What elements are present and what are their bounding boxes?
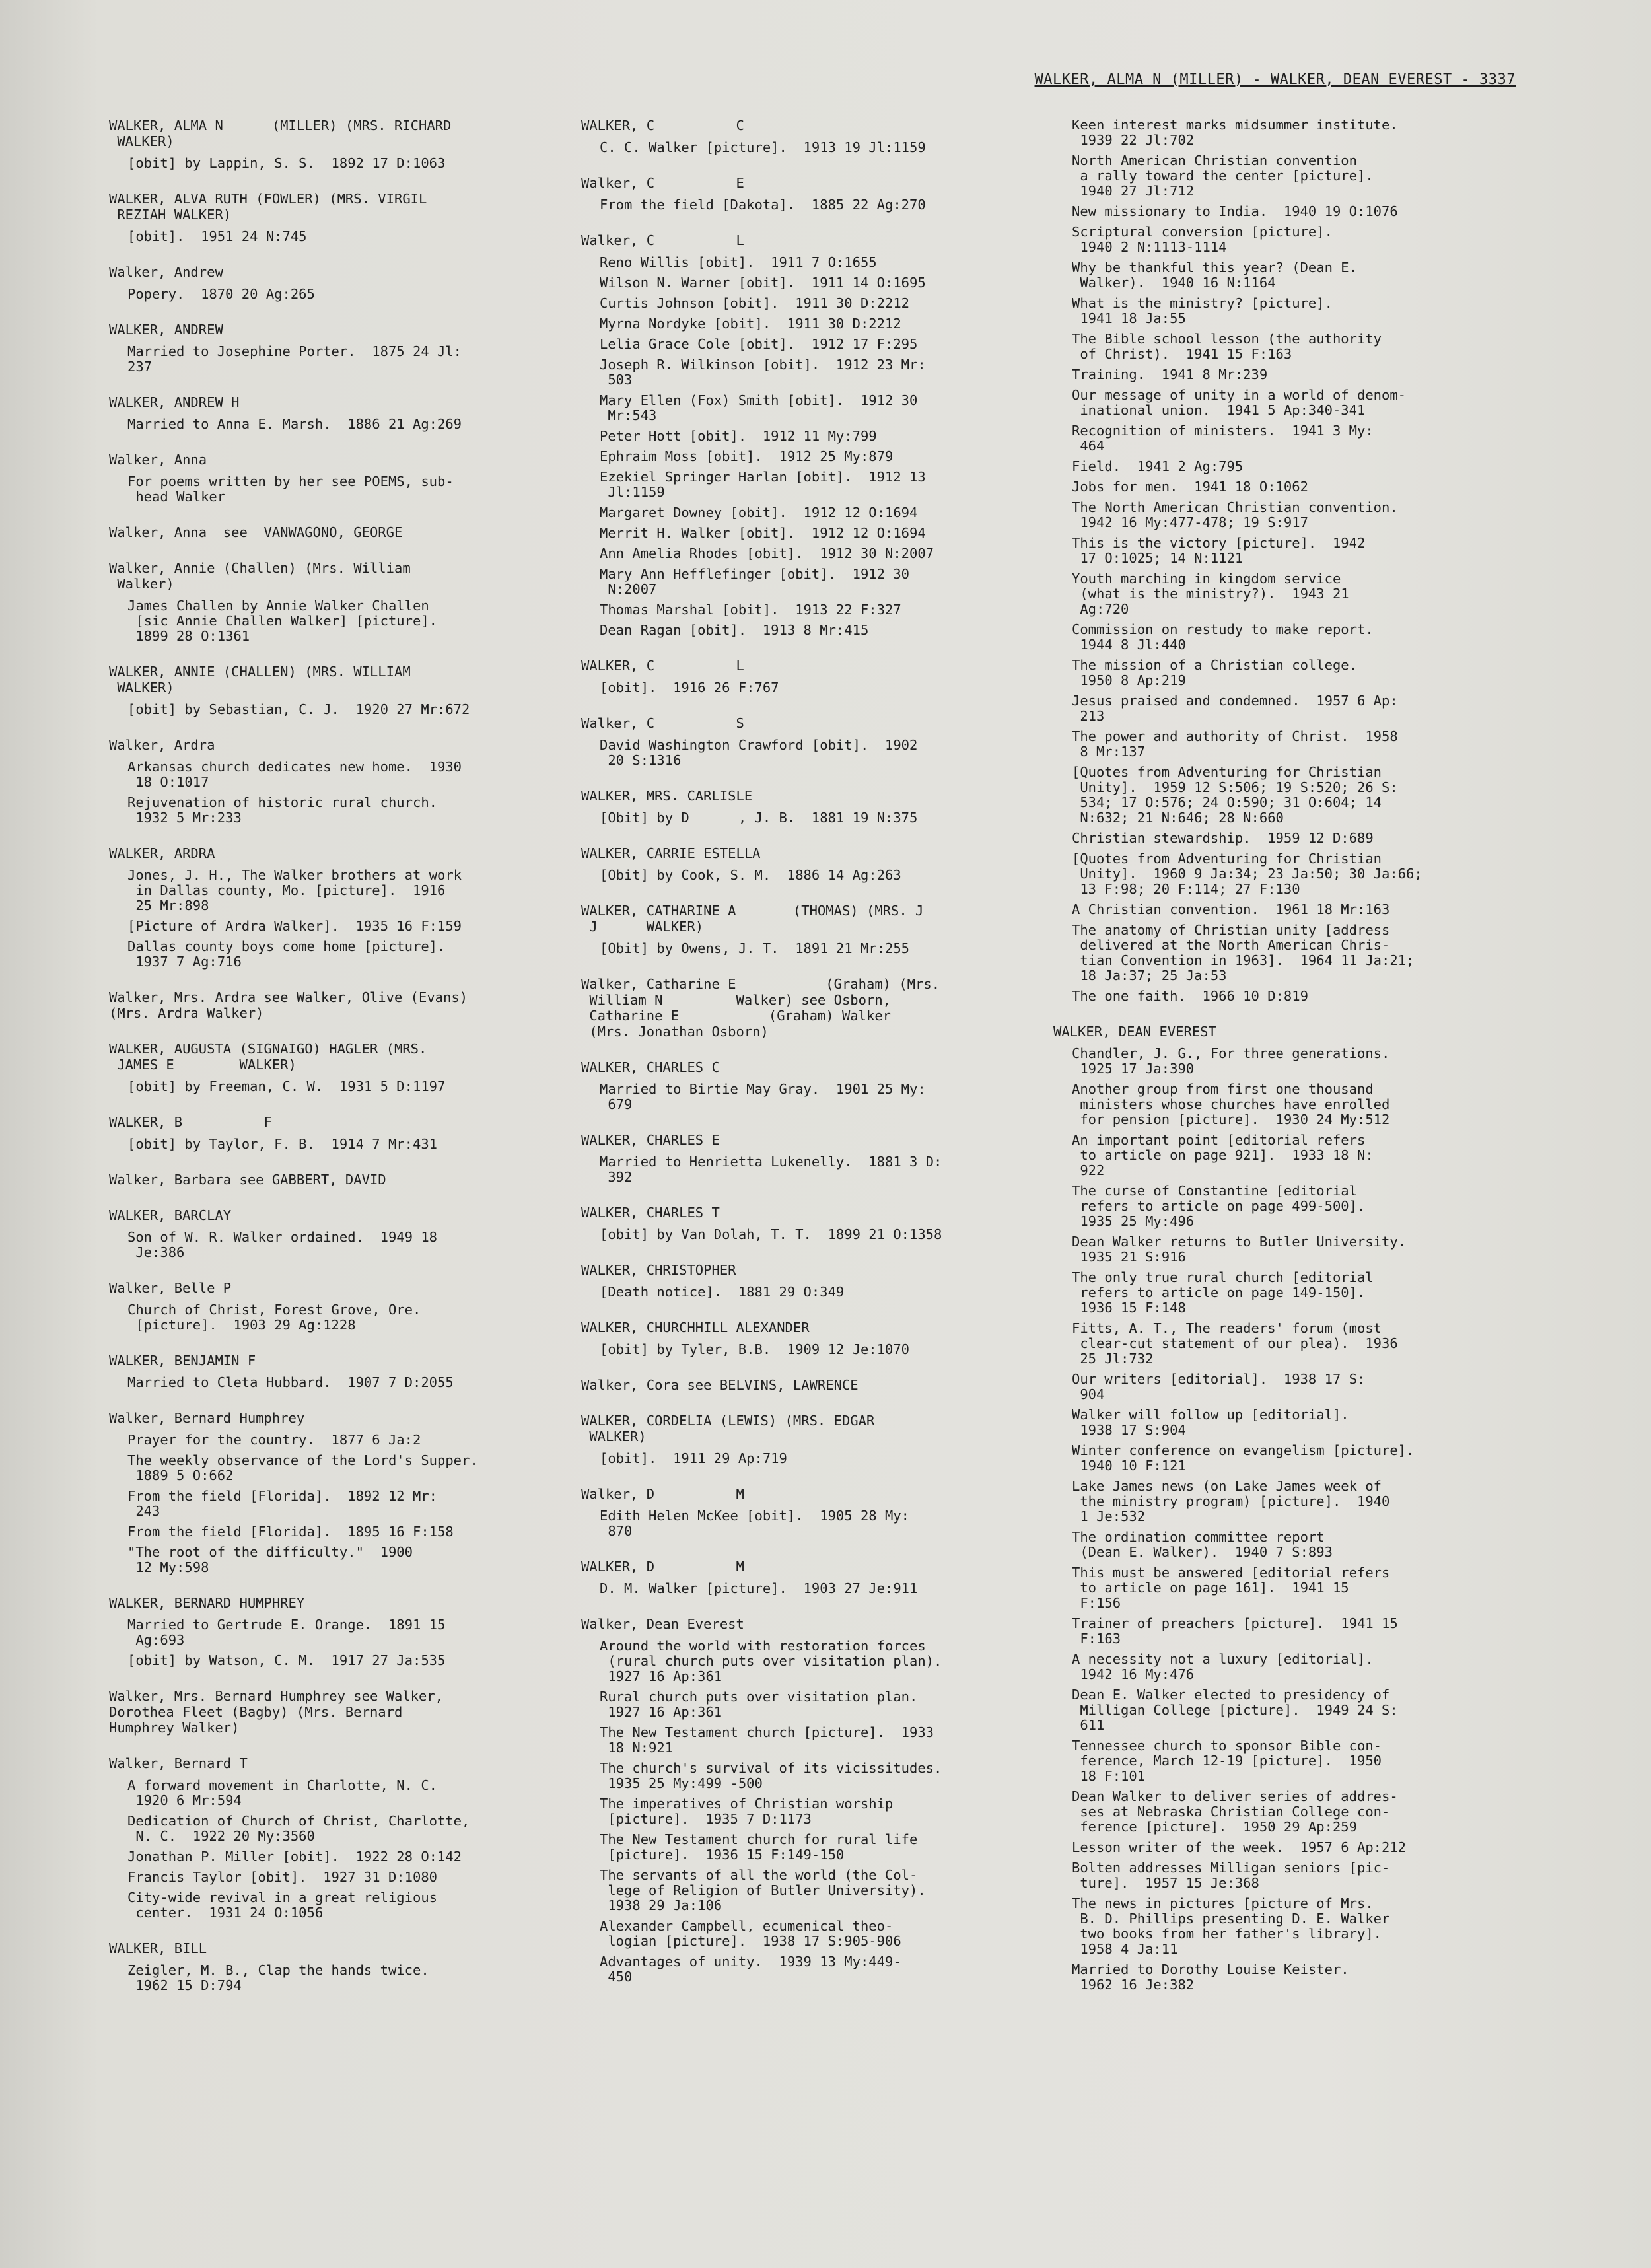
entry-citation: "The root of the difficulty." 1900 12 My:598 xyxy=(127,1544,413,1575)
entry-citation: [Obit] by D , J. B. 1881 19 N:375 xyxy=(600,810,918,826)
entry-heading: WALKER, CORDELIA (LEWIS) (MRS. EDGAR WALKER) xyxy=(581,1413,875,1444)
entry-citation: Arkansas church dedicates new home. 1930 18 O:1017 xyxy=(127,759,462,790)
index-entry xyxy=(581,1413,1004,1466)
entry-citation: Ezekiel Springer Harlan [obit]. 1912 13 Jl:1159 xyxy=(600,469,926,500)
entry-citation: Peter Hott [obit]. 1912 11 My:799 xyxy=(600,428,877,444)
index-entry xyxy=(109,1172,532,1187)
index-entry xyxy=(109,1280,532,1333)
entry-heading: WALKER, B F xyxy=(109,1114,272,1130)
entry-citation: What is the ministry? [picture]. 1941 18 Ja:55 xyxy=(1072,295,1333,326)
index-entry xyxy=(581,1132,1004,1185)
entry-heading: WALKER, ARDRA xyxy=(109,845,215,861)
entry-citation: The ordination committee report (Dean E. Walker). 1940 7 S:893 xyxy=(1072,1529,1333,1560)
entry-citation: Married to Cleta Hubbard. 1907 7 D:2055 xyxy=(127,1374,454,1390)
entry-citation: Dallas county boys come home [picture]. 1937 7 Ag:716 xyxy=(127,939,446,970)
entry-citation: This must be answered [editorial refers to article on page 161]. 1941 15 F:156 xyxy=(1072,1565,1390,1611)
index-entry xyxy=(109,1114,532,1152)
entry-citation: Jonathan P. Miller [obit]. 1922 28 O:142 xyxy=(127,1849,462,1864)
entry-citation: [Quotes from Adventuring for Christian Unity]. 1959 12 S:506; 19 S:520; 26 S: 534; 17 O:576; 24 O:590; 31 O:604; 14 N:632; 21 N:646; 28 N:660 xyxy=(1072,764,1398,826)
running-head: WALKER, ALMA N (MILLER) - WALKER, DEAN EVEREST - 3337 xyxy=(1034,71,1516,88)
entry-citation: The curse of Constantine [editorial refers to article on page 499-500]. 1935 25 My:496 xyxy=(1072,1183,1366,1229)
entry-citation: Married to Josephine Porter. 1875 24 Jl: 237 xyxy=(127,343,462,374)
entry-citation: The one faith. 1966 10 D:819 xyxy=(1072,988,1308,1004)
entry-heading: Walker, Anna see VANWAGONO, GEORGE xyxy=(109,524,403,540)
index-entry xyxy=(581,976,1004,1040)
index-column-2 xyxy=(581,118,1004,2004)
entry-citation: The anatomy of Christian unity [address delivered at the North American Chris- tian Convention in 1963]. 1964 11 Ja:21; 18 Ja:37; 25 Ja:53 xyxy=(1072,922,1415,983)
entry-citation: Training. 1941 8 Mr:239 xyxy=(1072,367,1268,382)
entry-citation: Another group from first one thousand ministers whose churches have enrolled for pension [picture]. 1930 24 My:512 xyxy=(1072,1081,1390,1127)
entry-citation: Joseph R. Wilkinson [obit]. 1912 23 Mr: 503 xyxy=(600,357,926,388)
entry-heading: WALKER, BARCLAY xyxy=(109,1207,232,1223)
entry-citation: Lelia Grace Cole [obit]. 1912 17 F:295 xyxy=(600,336,918,352)
index-entry xyxy=(581,845,1004,883)
entry-citation: [obit] by Watson, C. M. 1917 27 Ja:535 xyxy=(127,1652,446,1668)
entry-citation: Chandler, J. G., For three generations. 1925 17 Ja:390 xyxy=(1072,1045,1390,1077)
entry-heading: Walker, Andrew xyxy=(109,264,223,280)
index-entry xyxy=(1053,1024,1483,1993)
entry-citation: [obit] by Freeman, C. W. 1931 5 D:1197 xyxy=(127,1079,446,1094)
index-entry xyxy=(581,788,1004,826)
entry-citation: From the field [Dakota]. 1885 22 Ag:270 xyxy=(600,197,926,213)
entry-citation: Married to Gertrude E. Orange. 1891 15 Ag:693 xyxy=(127,1617,446,1648)
entry-citation: For poems written by her see POEMS, sub- head Walker xyxy=(127,474,454,505)
entry-citation: Married to Dorothy Louise Keister. 1962 16 Je:382 xyxy=(1072,1962,1349,1993)
index-entry xyxy=(581,715,1004,768)
entry-heading: WALKER, CHRISTOPHER xyxy=(581,1262,736,1278)
entry-citation: [obit] by Taylor, F. B. 1914 7 Mr:431 xyxy=(127,1136,437,1152)
entry-citation: The power and authority of Christ. 1958 8 Mr:137 xyxy=(1072,728,1398,760)
index-entry xyxy=(1053,118,1483,1004)
entry-citation: Popery. 1870 20 Ag:265 xyxy=(127,286,315,302)
entry-citation: Wilson N. Warner [obit]. 1911 14 O:1695 xyxy=(600,275,926,291)
entry-citation: This is the victory [picture]. 1942 17 O:1025; 14 N:1121 xyxy=(1072,535,1366,566)
entry-citation: Walker will follow up [editorial]. 1938 17 S:904 xyxy=(1072,1407,1349,1438)
entry-citation: Fitts, A. T., The readers' forum (most clear-cut statement of our plea). 1936 25 Jl:732 xyxy=(1072,1320,1398,1366)
index-column-3 xyxy=(1053,118,1483,2012)
entry-citation: Alexander Campbell, ecumenical theo- logian [picture]. 1938 17 S:905-906 xyxy=(600,1918,901,1949)
entry-citation: Scriptural conversion [picture]. 1940 2 N:1113-1114 xyxy=(1072,224,1333,255)
entry-citation: Married to Anna E. Marsh. 1886 21 Ag:269 xyxy=(127,416,462,432)
entry-citation: Zeigler, M. B., Clap the hands twice. 1962 15 D:794 xyxy=(127,1962,429,1993)
entry-citation: From the field [Florida]. 1895 16 F:158 xyxy=(127,1524,454,1540)
entry-heading: WALKER, CHARLES T xyxy=(581,1205,720,1221)
index-entry xyxy=(581,1616,1004,1985)
entry-citation: David Washington Crawford [obit]. 1902 20 S:1316 xyxy=(600,737,918,768)
index-entry xyxy=(109,118,532,171)
entry-heading: Walker, D M xyxy=(581,1486,744,1502)
entry-citation: An important point [editorial refers to article on page 921]. 1933 18 N: 922 xyxy=(1072,1132,1374,1178)
entry-citation: Our message of unity in a world of denom- inational union. 1941 5 Ap:340-341 xyxy=(1072,387,1407,418)
index-entry xyxy=(109,524,532,540)
index-entry xyxy=(109,264,532,302)
entry-heading: WALKER, ANDREW xyxy=(109,322,223,337)
entry-citation: Lesson writer of the week. 1957 6 Ap:212 xyxy=(1072,1839,1407,1855)
entry-citation: Francis Taylor [obit]. 1927 31 D:1080 xyxy=(127,1869,437,1885)
entry-citation: The church's survival of its vicissitudes. 1935 25 My:499 -500 xyxy=(600,1760,942,1791)
index-entry xyxy=(109,845,532,970)
entry-citation: Married to Birtie May Gray. 1901 25 My: 679 xyxy=(600,1081,926,1112)
entry-citation: [Obit] by Owens, J. T. 1891 21 Mr:255 xyxy=(600,940,909,956)
index-entry xyxy=(581,658,1004,695)
entry-citation: From the field [Florida]. 1892 12 Mr: 243 xyxy=(127,1488,437,1519)
entry-citation: The weekly observance of the Lord's Supper. 1889 5 O:662 xyxy=(127,1452,478,1483)
entry-citation: Son of W. R. Walker ordained. 1949 18 Je:386 xyxy=(127,1229,437,1260)
entry-citation: [obit] by Tyler, B.B. 1909 12 Je:1070 xyxy=(600,1341,909,1357)
entry-citation: Jones, J. H., The Walker brothers at work in Dallas county, Mo. [picture]. 1916 25 Mr:898 xyxy=(127,867,462,913)
entry-citation: [Quotes from Adventuring for Christian Unity]. 1960 9 Ja:34; 23 Ja:50; 30 Ja:66; 13 F:98; 20 F:114; 27 F:130 xyxy=(1072,851,1423,897)
entry-citation: Married to Henrietta Lukenelly. 1881 3 D: 392 xyxy=(600,1154,942,1185)
entry-citation: [obit] by Van Dolah, T. T. 1899 21 O:1358 xyxy=(600,1226,942,1242)
entry-citation: [obit] by Lappin, S. S. 1892 17 D:1063 xyxy=(127,155,446,171)
entry-citation: North American Christian convention a rally toward the center [picture]. 1940 27 Jl:712 xyxy=(1072,153,1374,199)
entry-citation: New missionary to India. 1940 19 O:1076 xyxy=(1072,203,1398,219)
index-entry xyxy=(581,1377,1004,1393)
entry-citation: Tennessee church to sponsor Bible con- ference, March 12-19 [picture]. 1950 18 F:101 xyxy=(1072,1738,1382,1784)
entry-heading: WALKER, ANNIE (CHALLEN) (MRS. WILLIAM WALKER) xyxy=(109,664,411,695)
entry-heading: WALKER, CATHARINE A (THOMAS) (MRS. J J WALKER) xyxy=(581,903,924,935)
entry-citation: Jobs for men. 1941 18 O:1062 xyxy=(1072,479,1308,495)
entry-heading: WALKER, BERNARD HUMPHREY xyxy=(109,1595,305,1611)
entry-heading: WALKER, D M xyxy=(581,1559,744,1575)
entry-heading: Walker, Cora see BELVINS, LAWRENCE xyxy=(581,1377,859,1393)
entry-citation: Commission on restudy to make report. 1944 8 Jl:440 xyxy=(1072,621,1374,653)
index-entry xyxy=(109,1041,532,1094)
entry-heading: WALKER, ALVA RUTH (FOWLER) (MRS. VIRGIL REZIAH WALKER) xyxy=(109,191,427,223)
entry-heading: Walker, C E xyxy=(581,175,744,191)
index-entry xyxy=(581,1486,1004,1539)
entry-citation: The news in pictures [picture of Mrs. B. D. Phillips presenting D. E. Walker two books from her father's library]. 1958 4 Ja:11 xyxy=(1072,1896,1390,1957)
entry-citation: The New Testament church for rural life [picture]. 1936 15 F:149-150 xyxy=(600,1831,918,1862)
entry-heading: WALKER, ANDREW H xyxy=(109,394,240,410)
index-entry xyxy=(581,175,1004,213)
entry-heading: WALKER, MRS. CARLISLE xyxy=(581,788,753,804)
entry-heading: WALKER, DEAN EVEREST xyxy=(1053,1024,1216,1040)
entry-heading: Walker, C L xyxy=(581,232,744,248)
entry-citation: Recognition of ministers. 1941 3 My: 464 xyxy=(1072,423,1374,454)
entry-citation: The imperatives of Christian worship [picture]. 1935 7 D:1173 xyxy=(600,1796,894,1827)
entry-heading: Walker, Bernard T xyxy=(109,1755,248,1771)
entry-citation: C. C. Walker [picture]. 1913 19 Jl:1159 xyxy=(600,139,926,155)
index-entry xyxy=(109,191,532,244)
entry-citation: Rural church puts over visitation plan. 1927 16 Ap:361 xyxy=(600,1689,918,1720)
entry-heading: WALKER, C C xyxy=(581,118,744,133)
entry-heading: Walker, Barbara see GABBERT, DAVID xyxy=(109,1172,386,1187)
index-entry xyxy=(109,1940,532,1993)
entry-heading: Walker, Belle P xyxy=(109,1280,232,1296)
index-entry xyxy=(109,1755,532,1921)
entry-heading: WALKER, CHURCHHILL ALEXANDER xyxy=(581,1320,810,1335)
entry-citation: Keen interest marks midsummer institute. 1939 22 Jl:702 xyxy=(1072,117,1398,148)
entry-citation: [obit] by Sebastian, C. J. 1920 27 Mr:672 xyxy=(127,701,470,717)
index-entry xyxy=(109,1353,532,1390)
entry-heading: Walker, Ardra xyxy=(109,737,215,753)
entry-citation: The Bible school lesson (the authority of Christ). 1941 15 F:163 xyxy=(1072,331,1382,362)
entry-citation: [obit]. 1916 26 F:767 xyxy=(600,680,779,695)
entry-citation: D. M. Walker [picture]. 1903 27 Je:911 xyxy=(600,1580,918,1596)
index-column-1 xyxy=(109,118,532,2013)
entry-citation: Mary Ellen (Fox) Smith [obit]. 1912 30 Mr:543 xyxy=(600,392,918,423)
entry-citation: Prayer for the country. 1877 6 Ja:2 xyxy=(127,1432,421,1448)
entry-citation: [Obit] by Cook, S. M. 1886 14 Ag:263 xyxy=(600,867,901,883)
entry-citation: Youth marching in kingdom service (what is the ministry?). 1943 21 Ag:720 xyxy=(1072,571,1349,617)
entry-citation: Advantages of unity. 1939 13 My:449- 450 xyxy=(600,1954,901,1985)
entry-citation: A Christian convention. 1961 18 Mr:163 xyxy=(1072,902,1390,917)
entry-citation: A forward movement in Charlotte, N. C. 1920 6 Mr:594 xyxy=(127,1777,437,1808)
entry-citation: The servants of all the world (the Col- lege of Religion of Butler University). 1938 29 Ja:106 xyxy=(600,1867,926,1913)
entry-citation: Reno Willis [obit]. 1911 7 O:1655 xyxy=(600,254,877,270)
entry-citation: Mary Ann Hefflefinger [obit]. 1912 30 N:2007 xyxy=(600,566,909,597)
entry-citation: Margaret Downey [obit]. 1912 12 O:1694 xyxy=(600,505,918,520)
entry-citation: The New Testament church [picture]. 1933 18 N:921 xyxy=(600,1724,934,1755)
index-entry xyxy=(109,1207,532,1260)
entry-heading: WALKER, AUGUSTA (SIGNAIGO) HAGLER (MRS. JAMES E WALKER) xyxy=(109,1041,427,1073)
index-entry xyxy=(109,322,532,374)
entry-citation: Dean E. Walker elected to presidency of Milligan College [picture]. 1949 24 S: 611 xyxy=(1072,1687,1398,1733)
entry-citation: Dedication of Church of Christ, Charlotte, N. C. 1922 20 My:3560 xyxy=(127,1813,470,1844)
entry-citation: [Death notice]. 1881 29 O:349 xyxy=(600,1284,845,1300)
entry-citation: [Picture of Ardra Walker]. 1935 16 F:159 xyxy=(127,918,462,934)
entry-citation: Dean Walker to deliver series of addres- ses at Nebraska Christian College con- ference [picture]. 1950 29 Ap:259 xyxy=(1072,1789,1398,1835)
entry-citation: Church of Christ, Forest Grove, Ore. [picture]. 1903 29 Ag:1228 xyxy=(127,1302,421,1333)
entry-citation: Why be thankful this year? (Dean E. Walker). 1940 16 N:1164 xyxy=(1072,260,1357,291)
index-entry xyxy=(581,1559,1004,1596)
entry-citation: Christian stewardship. 1959 12 D:689 xyxy=(1072,830,1374,846)
entry-citation: Dean Ragan [obit]. 1913 8 Mr:415 xyxy=(600,622,869,638)
entry-citation: Jesus praised and condemned. 1957 6 Ap: 213 xyxy=(1072,693,1398,724)
entry-heading: WALKER, BENJAMIN F xyxy=(109,1353,256,1368)
index-entry xyxy=(109,452,532,505)
entry-citation: The mission of a Christian college. 1950 8 Ap:219 xyxy=(1072,657,1357,688)
entry-citation: Around the world with restoration forces (rural church puts over visitation plan). 1927 16 Ap:361 xyxy=(600,1638,942,1684)
index-entry xyxy=(109,1688,532,1736)
entry-heading: Walker, Mrs. Bernard Humphrey see Walker, Dorothea Fleet (Bagby) (Mrs. Bernard Humphrey Walker) xyxy=(109,1688,444,1736)
entry-heading: WALKER, CHARLES C xyxy=(581,1059,720,1075)
entry-heading: Walker, Anna xyxy=(109,452,207,468)
index-entry xyxy=(109,1595,532,1668)
entry-citation: Field. 1941 2 Ag:795 xyxy=(1072,458,1244,474)
entry-heading: Walker, Bernard Humphrey xyxy=(109,1410,305,1426)
entry-heading: WALKER, BILL xyxy=(109,1940,207,1956)
entry-citation: Our writers [editorial]. 1938 17 S: 904 xyxy=(1072,1371,1366,1402)
entry-heading: Walker, Dean Everest xyxy=(581,1616,744,1632)
entry-heading: WALKER, ALMA N (MILLER) (MRS. RICHARD WALKER) xyxy=(109,118,452,149)
entry-citation: Rejuvenation of historic rural church. 1932 5 Mr:233 xyxy=(127,795,437,826)
index-entry xyxy=(109,989,532,1021)
index-entry xyxy=(581,1059,1004,1112)
index-entry xyxy=(581,1320,1004,1357)
entry-citation: Trainer of preachers [picture]. 1941 15 F:163 xyxy=(1072,1615,1398,1647)
entry-heading: Walker, Catharine E (Graham) (Mrs. William N Walker) see Osborn, Catharine E (Graham) Walker (Mrs. Jonathan Osborn) xyxy=(581,976,940,1040)
entry-citation: Edith Helen McKee [obit]. 1905 28 My: 870 xyxy=(600,1508,909,1539)
entry-heading: WALKER, C L xyxy=(581,658,744,674)
entry-heading: Walker, C S xyxy=(581,715,744,731)
index-entry xyxy=(109,560,532,644)
entry-citation: Lake James news (on Lake James week of the ministry program) [picture]. 1940 1 Je:532 xyxy=(1072,1478,1390,1524)
entry-citation: Ephraim Moss [obit]. 1912 25 My:879 xyxy=(600,448,894,464)
entry-citation: A necessity not a luxury [editorial]. 1942 16 My:476 xyxy=(1072,1651,1374,1682)
index-entry xyxy=(581,1205,1004,1242)
index-entry xyxy=(109,1410,532,1575)
entry-citation: The only true rural church [editorial refers to article on page 149-150]. 1936 15 F:148 xyxy=(1072,1269,1374,1316)
entry-citation: The North American Christian convention. 1942 16 My:477-478; 19 S:917 xyxy=(1072,499,1398,530)
entry-heading: Walker, Annie (Challen) (Mrs. William Walker) xyxy=(109,560,411,592)
entry-citation: Bolten addresses Milligan seniors [pic- ture]. 1957 15 Je:368 xyxy=(1072,1860,1390,1891)
entry-citation: Merrit H. Walker [obit]. 1912 12 O:1694 xyxy=(600,525,926,541)
entry-citation: James Challen by Annie Walker Challen [sic Annie Challen Walker] [picture]. 1899 28 O:1361 xyxy=(127,598,437,644)
entry-heading: WALKER, CARRIE ESTELLA xyxy=(581,845,761,861)
entry-citation: Winter conference on evangelism [picture]. 1940 10 F:121 xyxy=(1072,1442,1415,1473)
index-entry xyxy=(581,903,1004,956)
index-entry xyxy=(581,118,1004,155)
index-entry xyxy=(109,394,532,432)
entry-citation: Ann Amelia Rhodes [obit]. 1912 30 N:2007 xyxy=(600,546,934,561)
index-entry xyxy=(581,1262,1004,1300)
entry-citation: Thomas Marshal [obit]. 1913 22 F:327 xyxy=(600,602,901,618)
index-entry xyxy=(109,664,532,717)
entry-heading: WALKER, CHARLES E xyxy=(581,1132,720,1148)
entry-citation: City-wide revival in a great religious center. 1931 24 O:1056 xyxy=(127,1890,437,1921)
entry-citation: [obit]. 1951 24 N:745 xyxy=(127,229,307,244)
entry-citation: Curtis Johnson [obit]. 1911 30 D:2212 xyxy=(600,295,909,311)
index-entry xyxy=(109,737,532,826)
entry-heading: Walker, Mrs. Ardra see Walker, Olive (Evans) (Mrs. Ardra Walker) xyxy=(109,989,468,1021)
entry-citation: Myrna Nordyke [obit]. 1911 30 D:2212 xyxy=(600,316,901,332)
entry-citation: [obit]. 1911 29 Ap:719 xyxy=(600,1450,787,1466)
index-entry xyxy=(581,232,1004,638)
entry-citation: Dean Walker returns to Butler University. 1935 21 S:916 xyxy=(1072,1234,1407,1265)
